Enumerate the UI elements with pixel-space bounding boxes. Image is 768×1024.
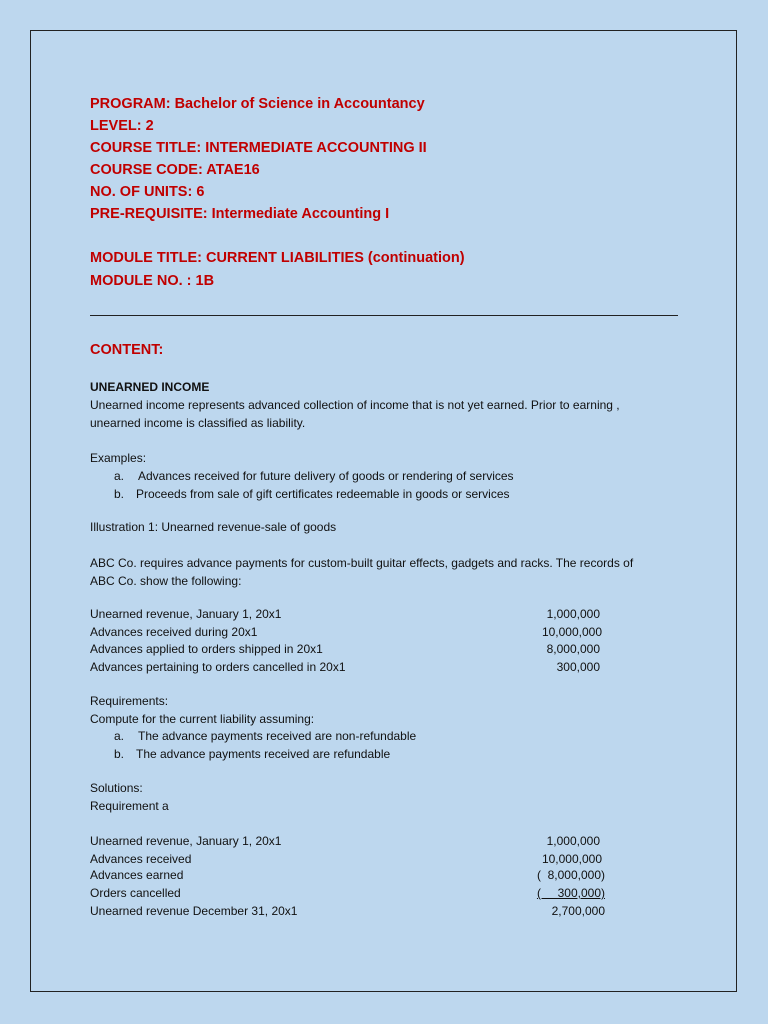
solution-label: Advances received bbox=[90, 852, 192, 866]
solution-value: ( 300,000) bbox=[536, 886, 605, 900]
requirement-marker: b. bbox=[114, 747, 125, 761]
case-line-1: ABC Co. requires advance payments for custom-built guitar effects, gadgets and racks. The records of bbox=[90, 556, 634, 570]
course-title-line: COURSE TITLE: INTERMEDIATE ACCOUNTING II bbox=[90, 140, 427, 156]
solution-label: Orders cancelled bbox=[90, 886, 181, 900]
prerequisite-line: PRE-REQUISITE: Intermediate Accounting I bbox=[90, 206, 390, 222]
example-marker: a. bbox=[114, 469, 125, 483]
module-no-line: MODULE NO. : 1B bbox=[90, 273, 215, 289]
example-marker: b. bbox=[114, 487, 125, 501]
program-line: PROGRAM: Bachelor of Science in Accountancy bbox=[90, 96, 425, 112]
solution-label: Unearned revenue, January 1, 20x1 bbox=[90, 834, 282, 848]
course-code-line: COURSE CODE: ATAE16 bbox=[90, 162, 260, 178]
record-value: 1,000,000 bbox=[546, 607, 600, 621]
requirements-intro: Compute for the current liability assuming: bbox=[90, 712, 315, 726]
record-value: 300,000 bbox=[556, 660, 600, 674]
level-line: LEVEL: 2 bbox=[90, 118, 154, 134]
example-item: Proceeds from sale of gift certificates redeemable in goods or services bbox=[136, 487, 510, 501]
section-title: UNEARNED INCOME bbox=[90, 380, 210, 394]
requirement-marker: a. bbox=[114, 729, 125, 743]
example-item: Advances received for future delivery of goods or rendering of services bbox=[138, 469, 514, 483]
units-line: NO. OF UNITS: 6 bbox=[90, 184, 205, 200]
solution-total: 2,700,000 bbox=[551, 904, 605, 918]
solution-value: 1,000,000 bbox=[546, 834, 600, 848]
case-line-2: ABC Co. show the following: bbox=[90, 574, 242, 588]
module-title-line: MODULE TITLE: CURRENT LIABILITIES (continuation) bbox=[90, 250, 465, 266]
record-label: Advances received during 20x1 bbox=[90, 625, 258, 639]
record-value: 10,000,000 bbox=[541, 625, 602, 639]
solutions-label: Solutions: bbox=[90, 781, 143, 795]
intro-line-2: unearned income is classified as liability. bbox=[90, 416, 306, 430]
requirement-item: The advance payments received are refundable bbox=[136, 747, 391, 761]
divider bbox=[90, 315, 678, 316]
solution-label: Unearned revenue December 31, 20x1 bbox=[90, 904, 298, 918]
requirements-label: Requirements: bbox=[90, 694, 169, 708]
record-value: 8,000,000 bbox=[546, 642, 600, 656]
record-label: Advances pertaining to orders cancelled in 20x1 bbox=[90, 660, 346, 674]
solution-label: Advances earned bbox=[90, 868, 184, 882]
record-label: Unearned revenue, January 1, 20x1 bbox=[90, 607, 282, 621]
intro-line-1: Unearned income represents advanced collection of income that is not yet earned. Prior to earning , bbox=[90, 398, 620, 412]
illustration-title: Illustration 1: Unearned revenue-sale of goods bbox=[90, 520, 337, 534]
examples-label: Examples: bbox=[90, 451, 147, 465]
content-heading: CONTENT: bbox=[90, 342, 164, 358]
solution-value: 10,000,000 bbox=[541, 852, 602, 866]
requirement-item: The advance payments received are non-refundable bbox=[138, 729, 417, 743]
solution-value: ( 8,000,000) bbox=[536, 868, 605, 882]
requirement-a-label: Requirement a bbox=[90, 799, 169, 813]
record-label: Advances applied to orders shipped in 20x1 bbox=[90, 642, 323, 656]
